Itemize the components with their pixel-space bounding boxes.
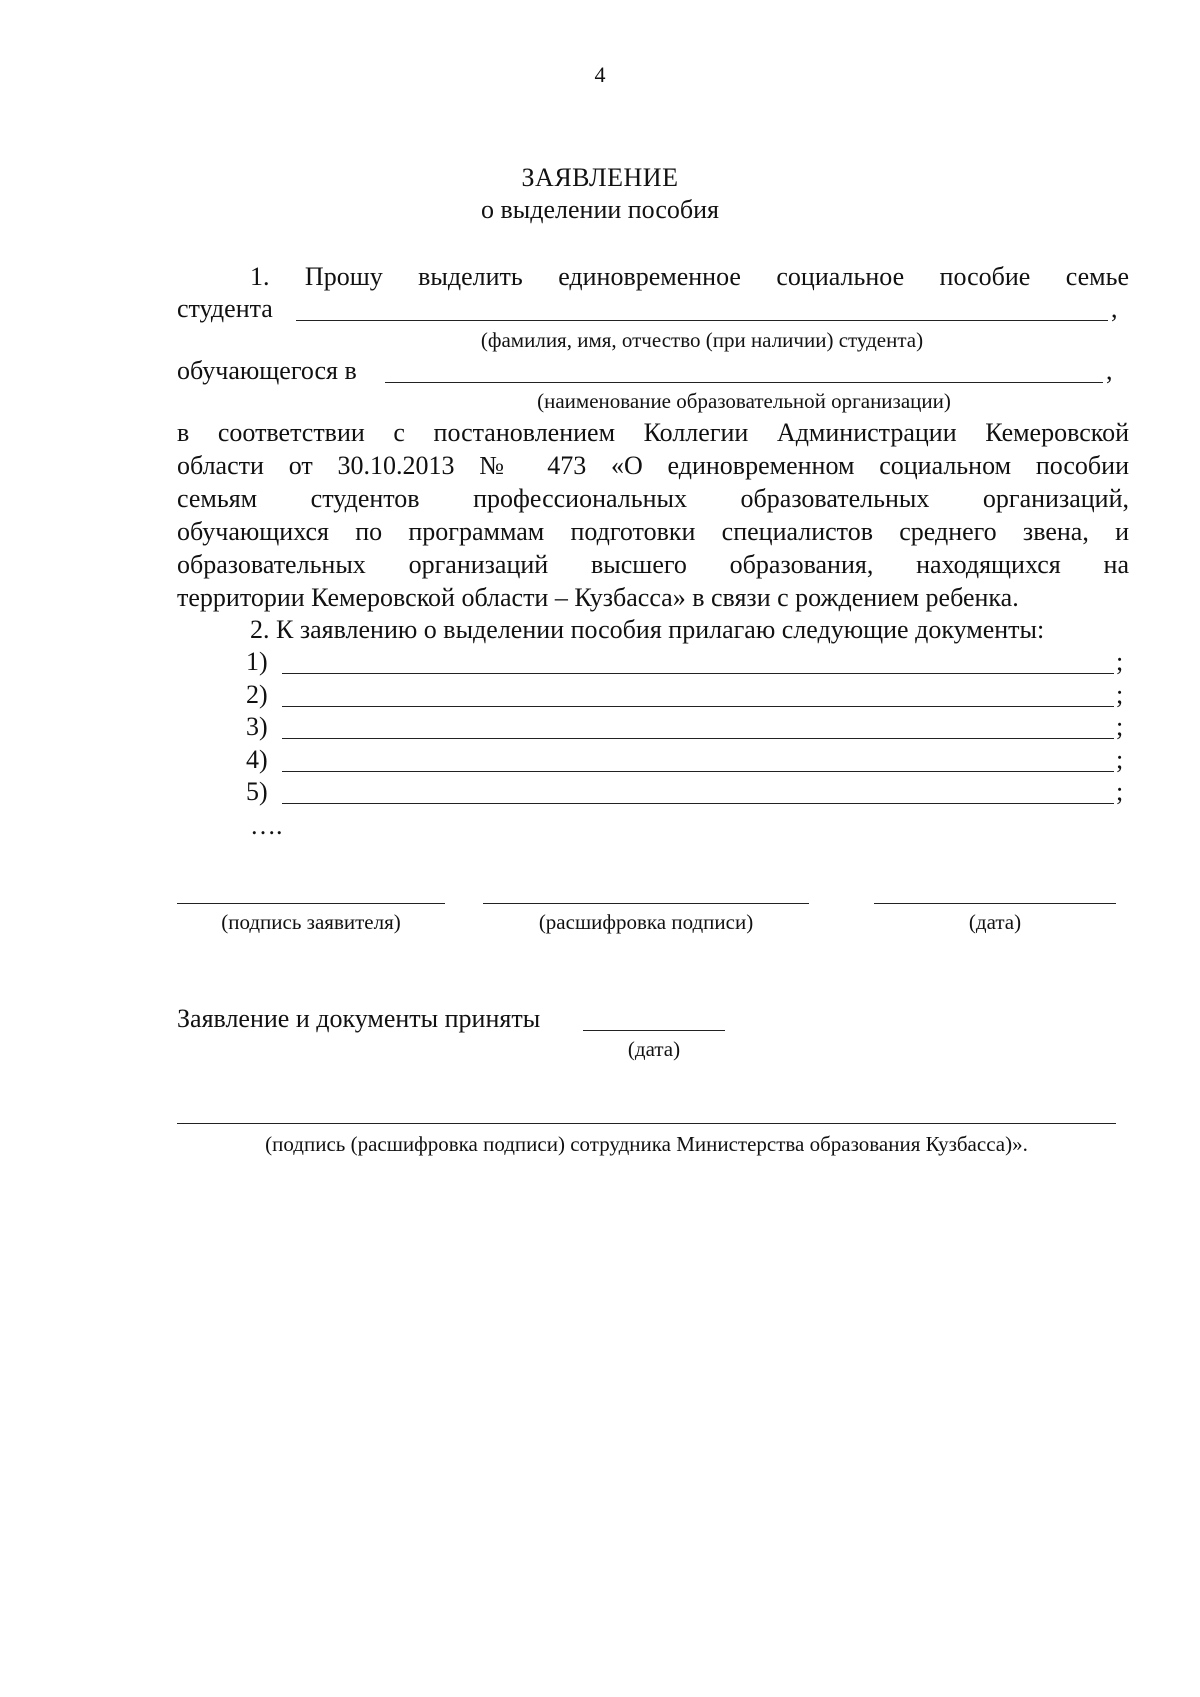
attachment-number: 4): [246, 745, 268, 774]
attachment-semicolon: ;: [1116, 680, 1124, 709]
paragraph-1-body-line: семьям студентов профессиональных образовательных организаций,: [177, 484, 1129, 513]
attachment-semicolon: ;: [1116, 777, 1124, 806]
attachment-field[interactable]: [282, 706, 1114, 707]
student-label: студента: [177, 294, 273, 323]
student-name-field[interactable]: [296, 320, 1108, 321]
staff-signature-field[interactable]: [177, 1123, 1116, 1124]
paragraph-2-intro: 2. К заявлению о выделении пособия прилагаю следующие документы:: [250, 615, 1045, 644]
attachment-semicolon: ;: [1116, 712, 1124, 741]
staff-signature-caption: (подпись (расшифровка подписи) сотрудника Министерства образования Кузбасса)».: [265, 1132, 1028, 1156]
accepted-date-field[interactable]: [583, 1030, 725, 1031]
signature-decoding-field[interactable]: [483, 903, 809, 904]
paragraph-1-last-line: территории Кемеровской области – Кузбасса» в связи с рождением ребенка.: [177, 583, 1019, 612]
page-number: 4: [594, 62, 606, 87]
attachment-number: 2): [246, 680, 268, 709]
paragraph-1-body-line: области от 30.10.2013 № 473 «О единовременном социальном пособии: [177, 451, 1129, 480]
attachments-ellipsis: ….: [250, 811, 283, 840]
attachment-field[interactable]: [282, 673, 1114, 674]
paragraph-1-line-1: 1. Прошу выделить единовременное социальное пособие семье: [250, 262, 1129, 291]
attachment-semicolon: ;: [1116, 647, 1124, 676]
student-field-comma: ,: [1111, 294, 1118, 323]
attachment-field[interactable]: [282, 738, 1114, 739]
accepted-date-caption: (дата): [627, 1037, 681, 1061]
attachment-field[interactable]: [282, 771, 1114, 772]
attachment-number: 5): [246, 777, 268, 806]
organization-caption: (наименование образовательной организации): [537, 389, 951, 413]
accepted-label: Заявление и документы приняты: [177, 1004, 541, 1033]
signature-decoding-caption: (расшифровка подписи): [538, 910, 754, 934]
organization-field-comma: ,: [1106, 356, 1113, 385]
paragraph-1-body-line: обучающихся по программам подготовки специалистов среднего звена, и: [177, 517, 1129, 546]
signature-date-caption: (дата): [968, 910, 1022, 934]
paragraph-1-body-line: в соответствии с постановлением Коллегии Администрации Кемеровской: [177, 418, 1129, 447]
document-title: ЗАЯВЛЕНИЕ: [521, 163, 679, 192]
organization-field[interactable]: [385, 382, 1103, 383]
organization-label: обучающегося в: [177, 356, 357, 385]
signature-date-field[interactable]: [874, 903, 1116, 904]
attachment-number: 3): [246, 712, 268, 741]
applicant-signature-caption: (подпись заявителя): [221, 910, 401, 934]
document-subtitle: о выделении пособия: [481, 195, 719, 224]
attachment-semicolon: ;: [1116, 745, 1124, 774]
student-name-caption: (фамилия, имя, отчество (при наличии) студента): [480, 328, 924, 352]
attachment-number: 1): [246, 647, 268, 676]
applicant-signature-field[interactable]: [177, 903, 445, 904]
paragraph-1-body-line: образовательных организаций высшего образования, находящихся на: [177, 550, 1129, 579]
attachment-field[interactable]: [282, 803, 1114, 804]
